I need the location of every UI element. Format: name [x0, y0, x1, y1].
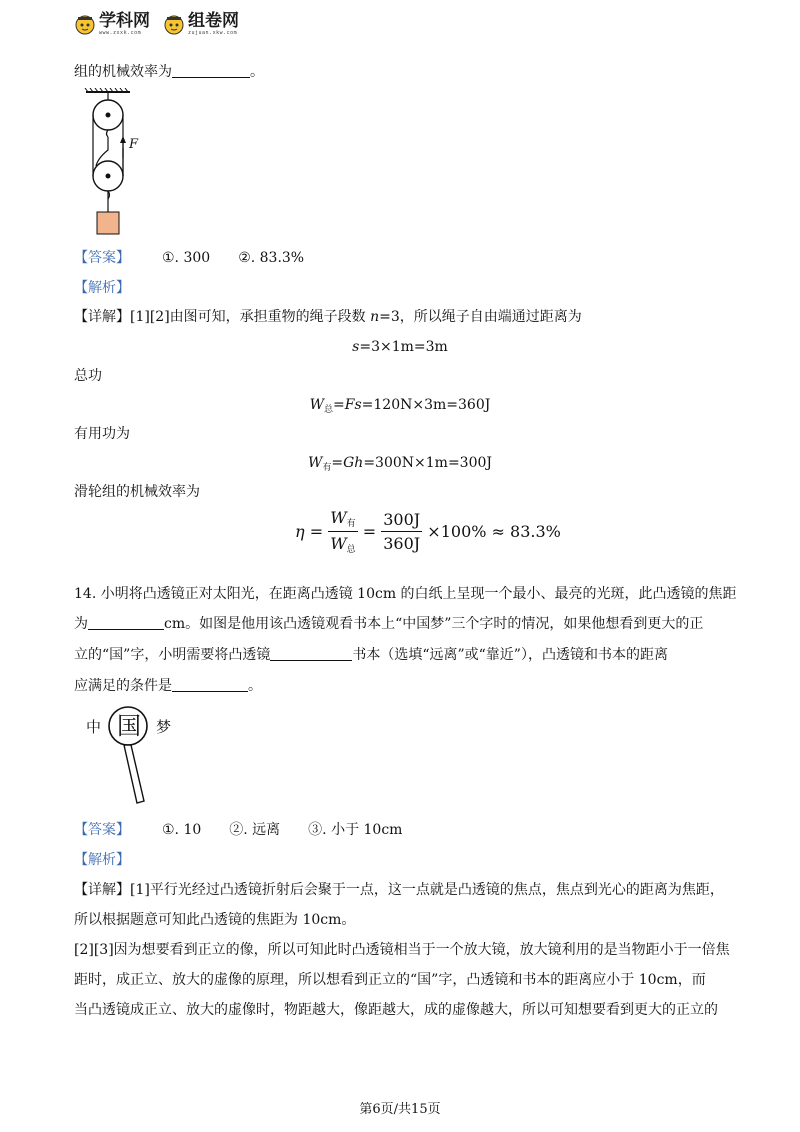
q14-detail5: 当凸透镜成正立、放大的虚像时，物距越大，像距越大，成的虚像越大，所以可知想要看到更大的正立的: [74, 1002, 718, 1018]
q14-detail4: 距时，成正立、放大的虚像的原理，所以想看到正立的“国”字，凸透镜和书本的距离应小于 10cm，而: [74, 972, 706, 988]
answer-blank: [88, 615, 164, 630]
figure-char-left: 中: [86, 718, 102, 736]
figure-char-right: 梦: [156, 718, 172, 736]
logo-zxxk: [74, 12, 150, 36]
answer-blank: [172, 63, 250, 78]
q13-detail: 【详解】[1][2]由图可知，承担重物的绳子段数 n=3，所以绳子自由端通过距离为: [74, 309, 582, 325]
q13-answer: 【答案】 ①. 300 ②. 83.3%: [74, 250, 305, 266]
figure-char-magnified: 国: [117, 712, 141, 740]
equation-distance: s=3×1m=3m: [352, 339, 448, 355]
logo-zujuan: [163, 12, 239, 36]
q14-answer: 【答案】 ①. 10 ②. 远离 ③. 小于 10cm: [74, 822, 403, 838]
total-work-label: 总功: [74, 368, 102, 384]
mascot-icon: [163, 13, 185, 35]
q14-detail1: 【详解】[1]平行光经过凸透镜折射后会聚于一点，这一点就是凸透镜的焦点，焦点到光心的距离为焦距，: [74, 882, 724, 898]
q14-detail2: 所以根据题意可知此凸透镜的焦距为 10cm。: [74, 912, 356, 928]
useful-work-label: 有用功为: [74, 426, 130, 442]
q13-analysis-tag: 【解析】: [74, 280, 130, 296]
q14-detail3: [2][3]因为想要看到正立的像，所以可知此时凸透镜相当于一个放大镜，放大镜利用的是当物距小于一倍焦: [74, 942, 730, 958]
answer-blank: [270, 646, 352, 661]
equation-efficiency: η = $\frac{W_有}{W_总}$ = $\frac{300J}{360J}$ ×100% ≈ 83.3%: [295, 508, 561, 555]
logo-name: 组卷网: [188, 11, 239, 31]
pulley-figure: [84, 88, 154, 238]
q14-line1: 14. 小明将凸透镜正对太阳光，在距离凸透镜 10cm 的白纸上呈现一个最小、最亮的光斑，此凸透镜的焦距: [74, 586, 737, 602]
q14-line2: 为 cm。如图是他用该凸透镜观看书本上“中国梦”三个字时的情况，如果他想看到更大的正: [74, 616, 704, 632]
equation-total-work: $W_总=Fs=120N\times 3m=360J$: [309, 397, 491, 415]
mascot-icon: [74, 13, 96, 35]
equation-useful-work: $W_有=Gh=300N\times 1m=300J$: [307, 455, 493, 473]
page-number: 第6页/共15页: [359, 1102, 441, 1117]
logo-url: www.zxxk.com: [99, 30, 142, 36]
logo-name: 学科网: [99, 11, 150, 31]
logo-url: zujuan.xkw.com: [188, 30, 238, 36]
efficiency-label: 滑轮组的机械效率为: [74, 484, 200, 500]
q14-line4: 应满足的条件是 。: [74, 678, 262, 694]
q14-line3: 立的“国”字，小明需要将凸透镜 书本（选填“远离”或“靠近”），凸透镜和书本的距离: [74, 647, 668, 663]
q13-tail-line: 组的机械效率为 。: [74, 64, 264, 80]
force-label: F: [129, 137, 139, 152]
q14-analysis-tag: 【解析】: [74, 852, 130, 868]
answer-blank: [172, 677, 248, 692]
